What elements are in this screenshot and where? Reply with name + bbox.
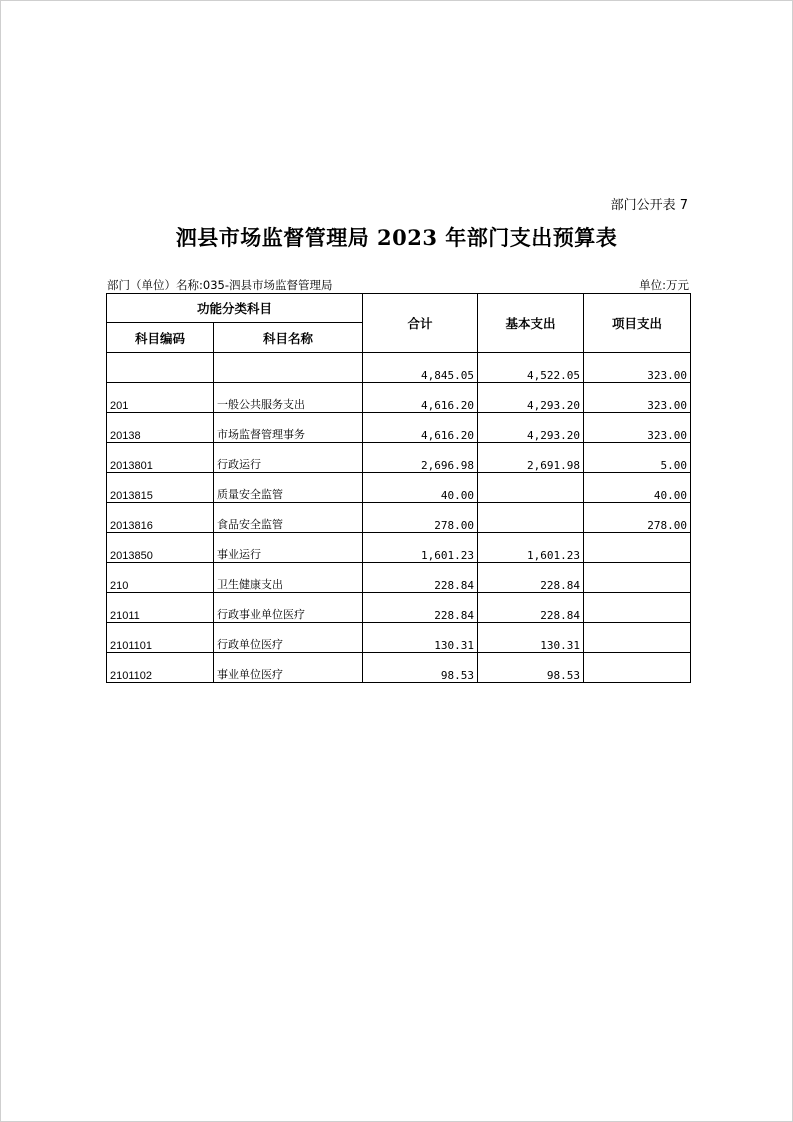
table-row — [107, 413, 691, 443]
project-expense-cell — [584, 533, 691, 563]
basic-expense-cell — [478, 473, 584, 503]
subject-name-cell: 事业单位医疗 — [214, 653, 363, 683]
header-subject-name: 科目名称 — [214, 323, 363, 353]
subject-name-cell: 行政事业单位医疗 — [214, 593, 363, 623]
project-expense-cell — [584, 623, 691, 653]
table-row — [107, 533, 691, 563]
project-expense-cell — [584, 563, 691, 593]
total-cell: 4,616.20 — [363, 413, 478, 443]
project-expense-cell: 5.00 — [584, 443, 691, 473]
project-expense-cell: 323.00 — [584, 353, 691, 383]
subject-code-cell: 2013815 — [107, 473, 214, 503]
subject-name-cell: 行政运行 — [214, 443, 363, 473]
department-name: 部门（单位）名称:035-泗县市场监督管理局 — [107, 278, 333, 292]
table-row — [107, 353, 691, 383]
subject-code-cell: 2013816 — [107, 503, 214, 533]
project-expense-cell: 278.00 — [584, 503, 691, 533]
subject-code-cell: 210 — [107, 563, 214, 593]
total-cell: 130.31 — [363, 623, 478, 653]
subject-code-cell: 201 — [107, 383, 214, 413]
subject-code-cell: 20138 — [107, 413, 214, 443]
budget-table — [106, 293, 691, 683]
total-cell: 228.84 — [363, 593, 478, 623]
table-row — [107, 473, 691, 503]
table-body — [107, 353, 691, 683]
subject-code-cell: 2013801 — [107, 443, 214, 473]
subject-name-cell: 事业运行 — [214, 533, 363, 563]
total-cell: 1,601.23 — [363, 533, 478, 563]
total-cell: 278.00 — [363, 503, 478, 533]
header-subject-code: 科目编码 — [107, 323, 214, 353]
subject-name-cell — [214, 353, 363, 383]
total-cell: 2,696.98 — [363, 443, 478, 473]
header-project-expense: 项目支出 — [584, 294, 691, 353]
total-cell: 228.84 — [363, 563, 478, 593]
project-expense-cell: 323.00 — [584, 413, 691, 443]
total-cell: 98.53 — [363, 653, 478, 683]
total-cell: 4,845.05 — [363, 353, 478, 383]
basic-expense-cell — [478, 503, 584, 533]
basic-expense-cell: 4,522.05 — [478, 353, 584, 383]
table-row — [107, 383, 691, 413]
project-expense-cell: 323.00 — [584, 383, 691, 413]
project-expense-cell — [584, 593, 691, 623]
table-row — [107, 443, 691, 473]
table-row — [107, 563, 691, 593]
subject-name-cell: 市场监督管理事务 — [214, 413, 363, 443]
table-number: 部门公开表 7 — [610, 198, 688, 213]
basic-expense-cell: 1,601.23 — [478, 533, 584, 563]
header-total: 合计 — [363, 294, 478, 353]
table-row — [107, 623, 691, 653]
basic-expense-cell: 228.84 — [478, 593, 584, 623]
subject-code-cell: 21011 — [107, 593, 214, 623]
basic-expense-cell: 98.53 — [478, 653, 584, 683]
subject-code-cell: 2101101 — [107, 623, 214, 653]
basic-expense-cell: 4,293.20 — [478, 413, 584, 443]
header-basic-expense: 基本支出 — [478, 294, 584, 353]
subject-code-cell: 2101102 — [107, 653, 214, 683]
page-title: 泗县市场监督管理局 2023 年部门支出预算表 — [175, 225, 618, 250]
project-expense-cell: 40.00 — [584, 473, 691, 503]
subject-name-cell: 食品安全监管 — [214, 503, 363, 533]
basic-expense-cell: 130.31 — [478, 623, 584, 653]
total-cell: 40.00 — [363, 473, 478, 503]
subject-name-cell: 行政单位医疗 — [214, 623, 363, 653]
basic-expense-cell: 228.84 — [478, 563, 584, 593]
subject-code-cell — [107, 353, 214, 383]
table-row — [107, 593, 691, 623]
table-row — [107, 653, 691, 683]
total-cell: 4,616.20 — [363, 383, 478, 413]
basic-expense-cell: 4,293.20 — [478, 383, 584, 413]
header-function-category: 功能分类科目 — [107, 294, 363, 323]
table-row — [107, 503, 691, 533]
subject-code-cell: 2013850 — [107, 533, 214, 563]
unit-label: 单位:万元 — [639, 278, 689, 292]
project-expense-cell — [584, 653, 691, 683]
subject-name-cell: 一般公共服务支出 — [214, 383, 363, 413]
basic-expense-cell: 2,691.98 — [478, 443, 584, 473]
subject-name-cell: 卫生健康支出 — [214, 563, 363, 593]
subject-name-cell: 质量安全监管 — [214, 473, 363, 503]
